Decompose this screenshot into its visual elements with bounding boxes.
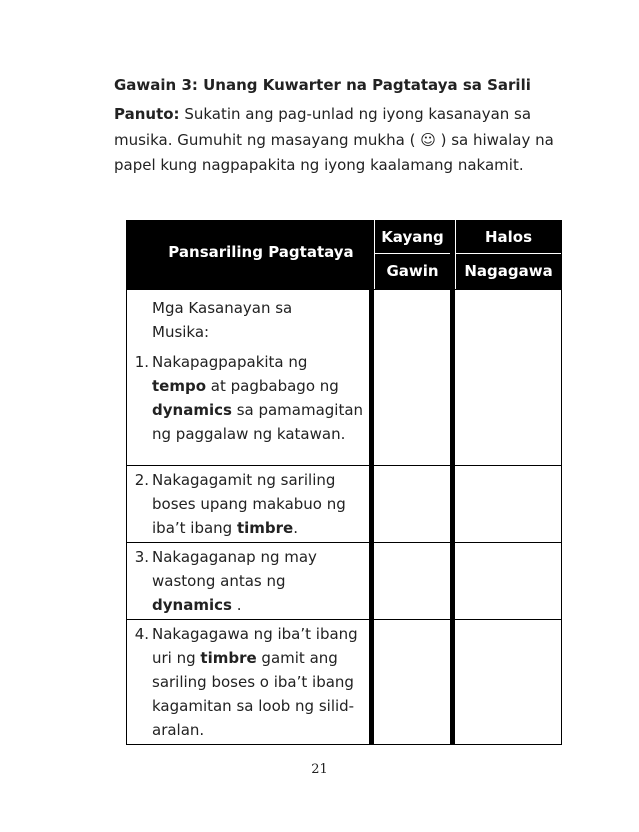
table-row	[127, 290, 370, 466]
page-number: 21	[311, 762, 328, 777]
table-row: 4. Nakagagawa ng iba’t ibang uri ng timbre gamit ang sariling boses o iba’t ibang kagamitan sa loob ng silid- aralan.	[127, 620, 370, 745]
section-title: Mga Kasanayan sa Musika:	[152, 299, 293, 341]
header-self-assessment: Pansariling Pagtataya	[127, 221, 370, 290]
cell-halos-nagagawa	[456, 543, 562, 620]
cell-kayang-gawin	[375, 290, 451, 466]
cell-kayang-gawin	[375, 543, 451, 620]
cell-kayang-gawin	[375, 466, 451, 543]
self-assessment-table	[126, 220, 562, 745]
cell-halos-nagagawa	[456, 466, 562, 543]
row-number: 1.	[134, 353, 149, 371]
cell-halos-nagagawa	[456, 290, 562, 466]
instructions-label: Panuto:	[114, 105, 180, 123]
header-kayang-gawin: Kayang Gawin	[375, 221, 451, 290]
instructions	[114, 102, 554, 179]
table-row: 2. Nakagagamit ng sariling boses upang makabuo ng iba’t ibang timbre.	[127, 466, 370, 543]
table-row: 3. Nakagaganap ng may wastong antas ng dynamics .	[127, 543, 370, 620]
page-title: Gawain 3: Unang Kuwarter na Pagtataya sa Sarili	[114, 76, 531, 94]
cell-kayang-gawin	[375, 620, 451, 745]
cell-halos-nagagawa	[456, 620, 562, 745]
header-halos-nagagawa: Halos Nagagawa	[456, 221, 562, 290]
row-text: Nakapagpapakita ng tempo at pagbabago ng dynamics sa pamamagitan ng paggalaw ng katawan.	[152, 353, 364, 443]
instructions-text: Sukatin ang pag-unlad ng iyong kasanayan sa musika. Gumuhit ng masayang mukha ( ☺ ) sa hiwalay na papel kung nagpapakita ng iyong kaalamang nakamit.	[114, 105, 554, 174]
